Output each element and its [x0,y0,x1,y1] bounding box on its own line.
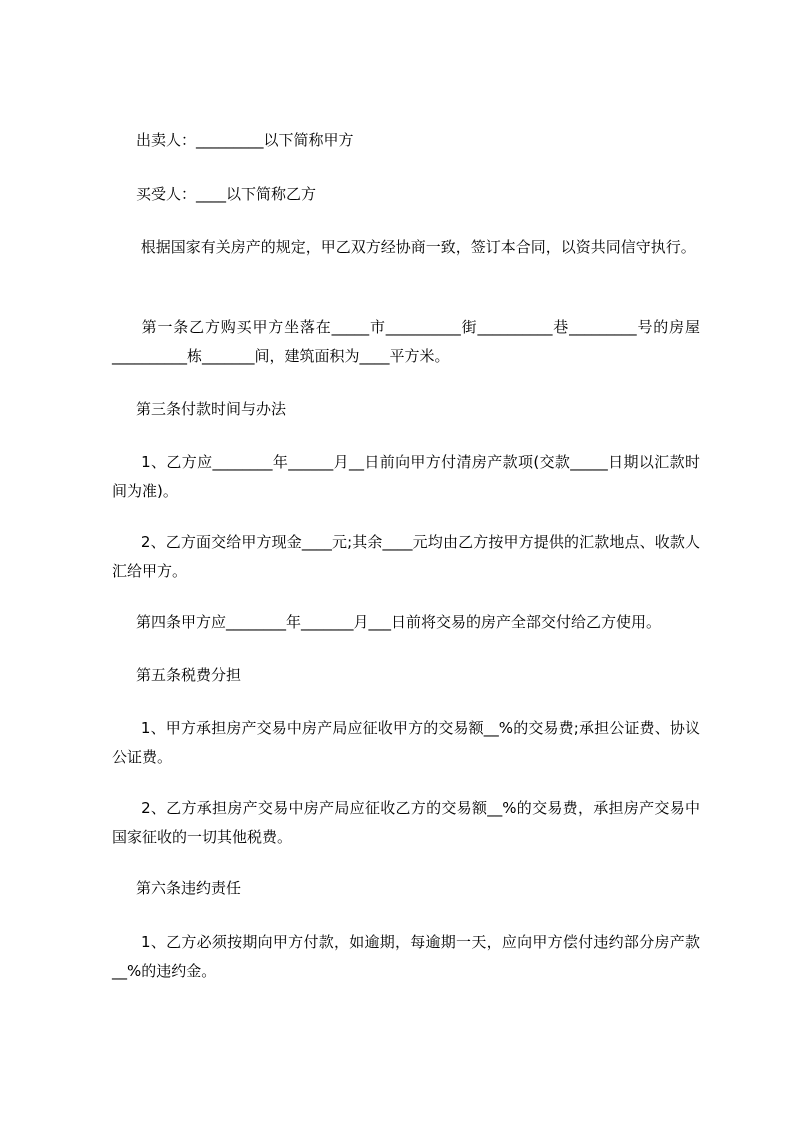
article-3-heading: 第三条付款时间与办法 [136,400,287,418]
article-5-heading: 第五条税费分担 [136,666,242,684]
article-5-clause-2: 2、乙方承担房产交易中房产局应征收乙方的交易额__%的交易费，承担房产交易中国家征收的一切其他税费。 [112,799,700,846]
article-6-heading: 第六条违约责任 [136,879,242,897]
article-3-clause-2: 2、乙方面交给甲方现金____元;其余____元均由乙方按甲方提供的汇款地点、收款人汇给甲方。 [112,533,700,580]
article-4-paragraph: 第四条甲方应________年_______月___日前将交易的房产全部交付给乙方使用。 [136,613,662,631]
article-5-clause-1: 1、甲方承担房产交易中房产局应征收甲方的交易额__%的交易费;承担公证费、协议公证费。 [112,719,700,766]
article-6-clause-1: 1、乙方必须按期向甲方付款，如逾期，每逾期一天，应向甲方偿付违约部分房产款__%的违约金。 [112,933,700,980]
preamble-paragraph: 根据国家有关房产的规定，甲乙双方经协商一致，签订本合同，以资共同信守执行。 [136,238,696,256]
seller-line: 出卖人：_________以下简称甲方 [136,131,354,149]
article-1-paragraph: 第一条乙方购买甲方坐落在_____市__________街__________巷_________号的房屋__________栋_______间，建筑面积为____平方米。 [112,318,700,365]
article-3-clause-1: 1、乙方应________年______月__日前向甲方付清房产款项(交款_____日期以汇款时间为准)。 [112,453,700,500]
buyer-line: 买受人：____以下简称乙方 [136,185,317,203]
